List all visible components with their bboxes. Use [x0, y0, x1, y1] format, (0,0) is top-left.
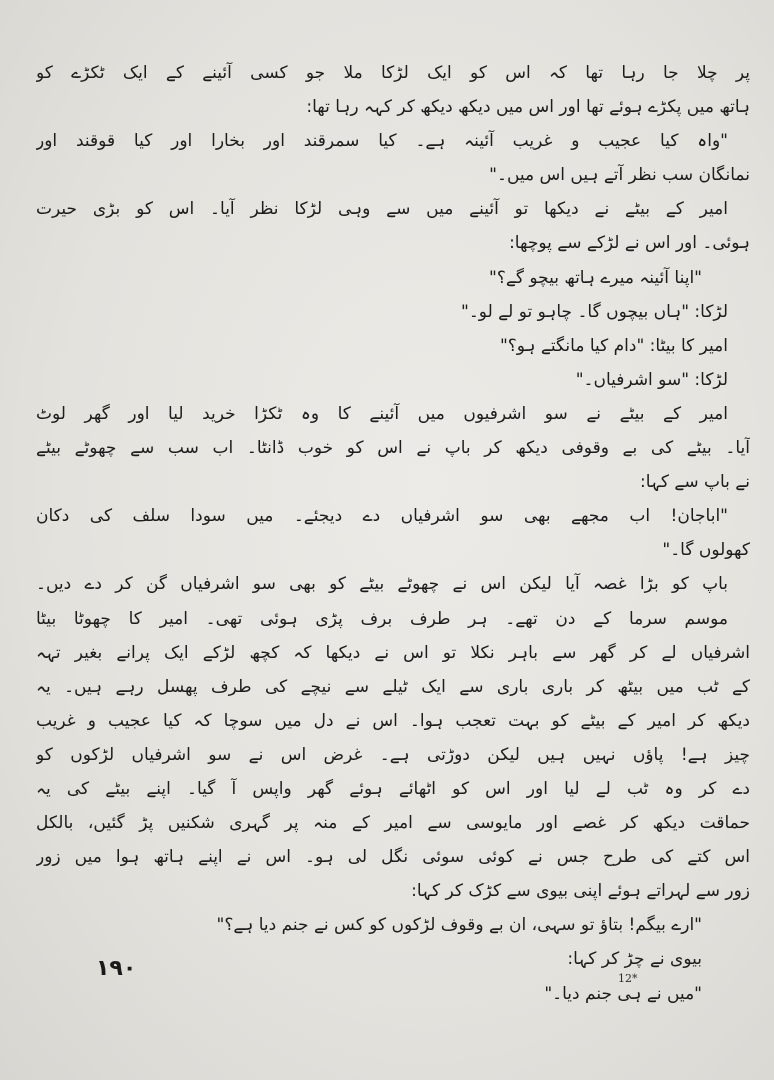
- text-line: "اپنا آئینہ میرے ہاتھ بیچو گے؟": [489, 267, 702, 288]
- text-line: باپ کو بڑا غصہ آیا لیکن اس نے چھوٹے بیٹے کو بھی سو اشرفیاں گن کر دے دیں۔: [36, 574, 728, 595]
- text-line: موسم سرما کے دن تھے۔ ہر طرف برف پڑی ہوئی تھی۔ امیر کا چھوٹا بیٹا: [36, 608, 728, 629]
- text-line: زور سے لہراتے ہوئے اپنی بیوی سے کڑک کر کہا:: [411, 881, 750, 902]
- text-line: دے کر وہ ٹب لے لیا اور اس کو اٹھائے ہوئے گھر واپس آ گیا۔ اپنے بیٹے کی یہ: [36, 778, 750, 799]
- text-line: کے ٹب میں بیٹھ کر باری باری سے ایک ٹیلے سے نیچے کی طرف پھسل رہے ہیں۔ یہ: [36, 676, 750, 697]
- text-line: آیا۔ بیٹے کی بے وقوفی دیکھ کر باپ نے اس کو خوب ڈانٹا۔ اب سب سے چھوٹے بیٹے: [36, 438, 750, 459]
- text-line: ہوئی۔ اور اس نے لڑکے سے پوچھا:: [509, 233, 750, 254]
- text-line: امیر کے بیٹے نے دیکھا تو آئینے میں سے وہی لڑکا نظر آیا۔ اس کو بڑی حیرت: [36, 199, 728, 220]
- text-line: نے باپ سے کہا:: [640, 472, 750, 493]
- text-line: کھولوں گا۔": [662, 540, 750, 561]
- text-line: چیز ہے! پاؤں نہیں ہیں لیکن دوڑتی ہے۔ غرض اس نے سو اشرفیاں لڑکوں کو: [36, 744, 750, 765]
- text-line: اشرفیاں لے کر گھر سے باہر نکلا تو اس نے دیکھا کہ کچھ لڑکے ایک پرانے بغیر تہہ: [36, 642, 750, 663]
- text-line: "اباجان! اب مجھے بھی سو اشرفیاں دے دیجئے۔ میں سودا سلف کی دکان: [36, 506, 728, 527]
- text-line: "واہ کیا عجیب و غریب آئینہ ہے۔ کیا سمرقند اور بخارا اور کیا قوقند اور: [36, 131, 728, 152]
- text-line: "میں نے ہی جنم دیا۔": [544, 983, 702, 1004]
- text-line: نمانگان سب نظر آتے ہیں اس میں۔": [489, 165, 750, 186]
- text-line: امیر کے بیٹے نے سو اشرفیوں میں آئینے کا وہ ٹکڑا خرید لیا اور گھر لوٹ: [36, 403, 728, 424]
- text-line: حماقت دیکھ کر غصے اور مایوسی سے امیر کے منہ پر گہری شکنیں پڑ گئیں، بالکل: [36, 813, 750, 834]
- text-line: بیوی نے چڑ کر کہا:: [567, 949, 702, 970]
- text-line: امیر کا بیٹا: "دام کیا مانگتے ہو؟": [499, 335, 728, 356]
- text-line: ہاتھ میں پکڑے ہوئے تھا اور اس میں دیکھ دیکھ کر کہہ رہا تھا:: [306, 97, 750, 118]
- page-number: ۱۹۰: [96, 956, 137, 981]
- text-line: لڑکا: "ہاں بیچوں گا۔ چاہو تو لے لو۔": [461, 301, 728, 322]
- signature-mark: 12*: [618, 972, 638, 985]
- text-line: پر چلا جا رہا تھا کہ اس کو ایک لڑکا ملا جو کسی آئینے کے ایک ٹکڑے کو: [36, 63, 750, 83]
- text-line: لڑکا: "سو اشرفیاں۔": [575, 369, 728, 390]
- text-line: دیکھ کر امیر کے بیٹے کو بہت تعجب ہوا۔ اس نے دل میں سوچا کہ کیا عجیب و غریب: [36, 710, 750, 731]
- text-line: "ارے بیگم! بتاؤ تو سہی، ان بے وقوف لڑکوں کو کس نے جنم دیا ہے؟": [216, 915, 702, 936]
- text-line: اس کتے کی طرح جس نے کوئی سوئی نگل لی ہو۔ اس نے اپنے ہاتھ ہوا میں زور: [36, 847, 750, 868]
- page-text-body: [36, 56, 750, 1011]
